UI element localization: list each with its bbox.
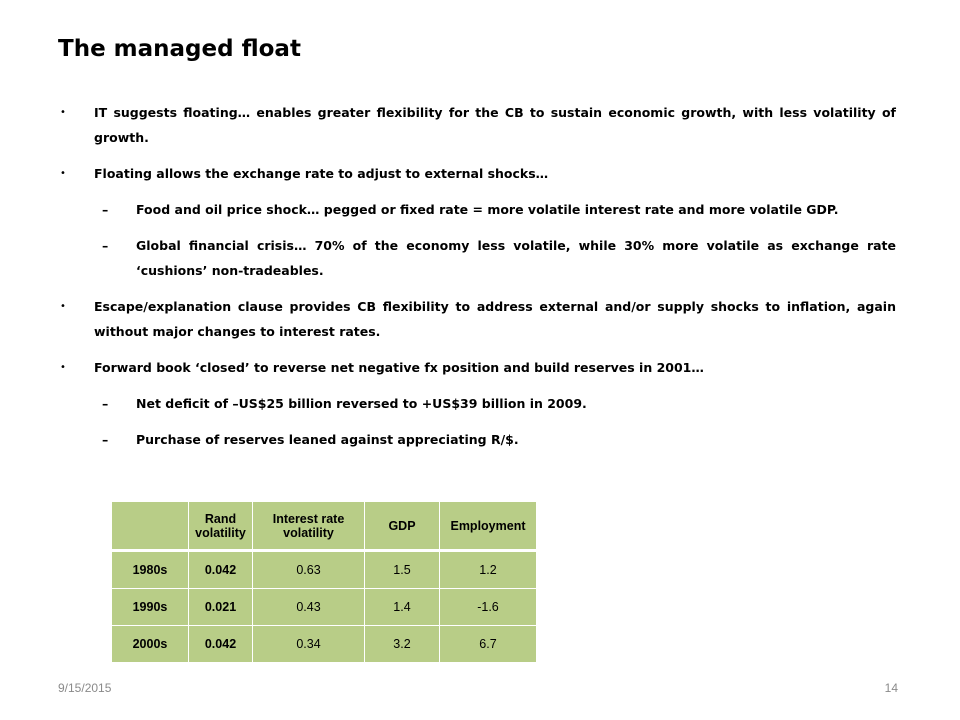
table-cell: 0.34 (253, 626, 365, 663)
sub-bullet-item (102, 197, 896, 222)
table-row (112, 626, 537, 663)
table-cell: -1.6 (440, 589, 537, 626)
volatility-table (112, 502, 537, 663)
slide-title: The managed float (58, 36, 301, 62)
dash-marker: – (102, 202, 109, 217)
footer-date: 9/15/2015 (58, 681, 112, 695)
bullet-item (60, 161, 896, 186)
bullet-text: Food and oil price shock… pegged or fixed rate = more volatile interest rate and more volatile GDP. (136, 202, 839, 217)
page-number: 14 (884, 681, 898, 695)
table-cell: 0.042 (189, 626, 253, 663)
bullet-text: Forward book ‘closed’ to reverse net negative fx position and build reserves in 2001… (94, 360, 704, 375)
table-cell: 3.2 (365, 626, 440, 663)
dash-marker: – (102, 238, 109, 253)
table-cell: 0.021 (189, 589, 253, 626)
table-row (112, 552, 537, 589)
bullet-list (58, 100, 896, 463)
bullet-marker: • (60, 107, 66, 118)
table-row (112, 589, 537, 626)
table-cell: 0.042 (189, 552, 253, 589)
bullet-item (60, 294, 896, 344)
table-cell: 1980s (112, 552, 189, 589)
bullet-marker: • (60, 362, 66, 373)
table-cell: 1990s (112, 589, 189, 626)
sub-bullet-item (102, 391, 896, 416)
bullet-marker: • (60, 168, 66, 179)
bullet-marker: • (60, 301, 66, 312)
table-cell: 6.7 (440, 626, 537, 663)
bullet-text: Escape/explanation clause provides CB flexibility to address external and/or supply shocks to inflation, again without major changes to interest rates. (94, 299, 896, 339)
table-cell: 0.63 (253, 552, 365, 589)
table-cell: 1.5 (365, 552, 440, 589)
dash-marker: – (102, 396, 109, 411)
bullet-text: Global financial crisis… 70% of the economy less volatile, while 30% more volatile as exchange rate ‘cushions’ non-tradeables. (136, 238, 896, 278)
table-cell: 0.43 (253, 589, 365, 626)
bullet-text: Net deficit of –US$25 billion reversed to +US$39 billion in 2009. (136, 396, 587, 411)
sub-bullet-item (102, 233, 896, 283)
bullet-text: Floating allows the exchange rate to adjust to external shocks… (94, 166, 549, 181)
table-header-cell: Employment (440, 502, 537, 552)
sub-bullet-item (102, 427, 896, 452)
bullet-item (60, 355, 896, 380)
table-cell: 1.2 (440, 552, 537, 589)
table-header-cell (112, 502, 189, 552)
bullet-text: Purchase of reserves leaned against appreciating R/$. (136, 432, 519, 447)
bullet-text: IT suggests floating… enables greater flexibility for the CB to sustain economic growth, with less volatility of growth. (94, 105, 896, 145)
table-cell: 2000s (112, 626, 189, 663)
table-header-cell: Rand volatility (189, 502, 253, 552)
table-cell: 1.4 (365, 589, 440, 626)
dash-marker: – (102, 432, 109, 447)
bullet-item (60, 100, 896, 150)
table-header-cell: Interest rate volatility (253, 502, 365, 552)
table-header-cell: GDP (365, 502, 440, 552)
table-header-row (112, 502, 537, 552)
